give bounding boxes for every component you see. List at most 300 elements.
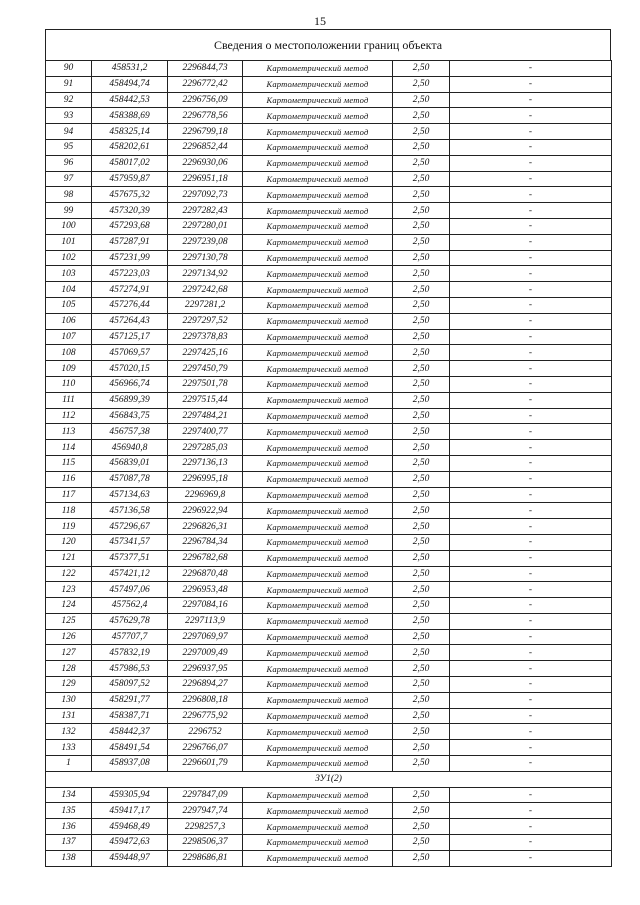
cell-x-coordinate: 458531,2 bbox=[92, 61, 168, 77]
cell-y-coordinate: 2296772,42 bbox=[168, 76, 243, 92]
cell-description: - bbox=[450, 708, 612, 724]
cell-y-coordinate: 2296844,73 bbox=[168, 61, 243, 77]
cell-x-coordinate: 458017,02 bbox=[92, 155, 168, 171]
cell-point-number: 99 bbox=[46, 203, 92, 219]
cell-accuracy: 2,50 bbox=[393, 203, 450, 219]
cell-point-number: 102 bbox=[46, 250, 92, 266]
cell-method: Картометрический метод bbox=[243, 850, 393, 866]
cell-y-coordinate: 2297134,92 bbox=[168, 266, 243, 282]
cell-x-coordinate: 457562,4 bbox=[92, 598, 168, 614]
table-title bbox=[45, 29, 611, 60]
cell-y-coordinate: 2297285,03 bbox=[168, 440, 243, 456]
table-row bbox=[46, 787, 612, 803]
cell-point-number: 116 bbox=[46, 471, 92, 487]
cell-description: - bbox=[450, 835, 612, 851]
cell-method: Картометрический метод bbox=[243, 203, 393, 219]
cell-y-coordinate: 2297515,44 bbox=[168, 392, 243, 408]
cell-description: - bbox=[450, 598, 612, 614]
cell-accuracy: 2,50 bbox=[393, 850, 450, 866]
cell-x-coordinate: 459468,49 bbox=[92, 819, 168, 835]
cell-point-number: 124 bbox=[46, 598, 92, 614]
table-row bbox=[46, 661, 612, 677]
cell-point-number: 137 bbox=[46, 835, 92, 851]
cell-description: - bbox=[450, 519, 612, 535]
cell-method: Картометрический метод bbox=[243, 503, 393, 519]
cell-method: Картометрический метод bbox=[243, 282, 393, 298]
cell-point-number: 112 bbox=[46, 408, 92, 424]
cell-x-coordinate: 459305,94 bbox=[92, 787, 168, 803]
cell-accuracy: 2,50 bbox=[393, 519, 450, 535]
cell-point-number: 113 bbox=[46, 424, 92, 440]
table-row bbox=[46, 803, 612, 819]
cell-point-number: 121 bbox=[46, 550, 92, 566]
cell-x-coordinate: 458494,74 bbox=[92, 76, 168, 92]
cell-y-coordinate: 2296778,56 bbox=[168, 108, 243, 124]
cell-point-number: 123 bbox=[46, 582, 92, 598]
cell-point-number: 103 bbox=[46, 266, 92, 282]
table-row bbox=[46, 598, 612, 614]
cell-accuracy: 2,50 bbox=[393, 756, 450, 772]
cell-method: Картометрический метод bbox=[243, 519, 393, 535]
table-row bbox=[46, 108, 612, 124]
table-row bbox=[46, 408, 612, 424]
cell-accuracy: 2,50 bbox=[393, 550, 450, 566]
cell-method: Картометрический метод bbox=[243, 92, 393, 108]
cell-description: - bbox=[450, 487, 612, 503]
cell-x-coordinate: 457276,44 bbox=[92, 297, 168, 313]
cell-accuracy: 2,50 bbox=[393, 471, 450, 487]
coordinates-table bbox=[45, 60, 612, 867]
table-row bbox=[46, 455, 612, 471]
cell-method: Картометрический метод bbox=[243, 661, 393, 677]
cell-point-number: 91 bbox=[46, 76, 92, 92]
cell-x-coordinate: 459448,97 bbox=[92, 850, 168, 866]
cell-accuracy: 2,50 bbox=[393, 313, 450, 329]
cell-y-coordinate: 2297239,08 bbox=[168, 234, 243, 250]
cell-point-number: 117 bbox=[46, 487, 92, 503]
cell-point-number: 133 bbox=[46, 740, 92, 756]
cell-method: Картометрический метод bbox=[243, 471, 393, 487]
cell-description: - bbox=[450, 613, 612, 629]
cell-x-coordinate: 456757,38 bbox=[92, 424, 168, 440]
table-row bbox=[46, 139, 612, 155]
cell-method: Картометрический метод bbox=[243, 645, 393, 661]
cell-description: - bbox=[450, 756, 612, 772]
cell-accuracy: 2,50 bbox=[393, 297, 450, 313]
table-row bbox=[46, 471, 612, 487]
cell-description: - bbox=[450, 455, 612, 471]
cell-y-coordinate: 2296775,92 bbox=[168, 708, 243, 724]
cell-point-number: 104 bbox=[46, 282, 92, 298]
section-label: ЗУ1(2) bbox=[46, 771, 612, 787]
cell-description: - bbox=[450, 787, 612, 803]
cell-point-number: 118 bbox=[46, 503, 92, 519]
cell-method: Картометрический метод bbox=[243, 724, 393, 740]
cell-accuracy: 2,50 bbox=[393, 329, 450, 345]
table-row bbox=[46, 171, 612, 187]
cell-point-number: 125 bbox=[46, 613, 92, 629]
cell-description: - bbox=[450, 471, 612, 487]
cell-method: Картометрический метод bbox=[243, 155, 393, 171]
cell-accuracy: 2,50 bbox=[393, 424, 450, 440]
table-row bbox=[46, 203, 612, 219]
cell-accuracy: 2,50 bbox=[393, 787, 450, 803]
cell-method: Картометрический метод bbox=[243, 819, 393, 835]
cell-accuracy: 2,50 bbox=[393, 408, 450, 424]
table-row bbox=[46, 313, 612, 329]
cell-x-coordinate: 458491,54 bbox=[92, 740, 168, 756]
cell-x-coordinate: 457986,53 bbox=[92, 661, 168, 677]
cell-x-coordinate: 456839,01 bbox=[92, 455, 168, 471]
cell-method: Картометрический метод bbox=[243, 613, 393, 629]
cell-y-coordinate: 2297084,16 bbox=[168, 598, 243, 614]
cell-method: Картометрический метод bbox=[243, 171, 393, 187]
cell-method: Картометрический метод bbox=[243, 345, 393, 361]
boundary-table bbox=[45, 29, 611, 867]
cell-method: Картометрический метод bbox=[243, 266, 393, 282]
cell-y-coordinate: 2298686,81 bbox=[168, 850, 243, 866]
cell-description: - bbox=[450, 440, 612, 456]
cell-accuracy: 2,50 bbox=[393, 724, 450, 740]
table-row bbox=[46, 392, 612, 408]
cell-x-coordinate: 457020,15 bbox=[92, 361, 168, 377]
cell-y-coordinate: 2297947,74 bbox=[168, 803, 243, 819]
cell-x-coordinate: 456899,39 bbox=[92, 392, 168, 408]
table-row bbox=[46, 756, 612, 772]
cell-accuracy: 2,50 bbox=[393, 819, 450, 835]
cell-accuracy: 2,50 bbox=[393, 155, 450, 171]
cell-y-coordinate: 2297280,01 bbox=[168, 218, 243, 234]
cell-description: - bbox=[450, 376, 612, 392]
cell-point-number: 92 bbox=[46, 92, 92, 108]
table-row bbox=[46, 345, 612, 361]
cell-x-coordinate: 457274,91 bbox=[92, 282, 168, 298]
cell-description: - bbox=[450, 266, 612, 282]
cell-x-coordinate: 457629,78 bbox=[92, 613, 168, 629]
cell-point-number: 109 bbox=[46, 361, 92, 377]
cell-method: Картометрический метод bbox=[243, 487, 393, 503]
cell-y-coordinate: 2297281,2 bbox=[168, 297, 243, 313]
table-row bbox=[46, 850, 612, 866]
cell-description: - bbox=[450, 250, 612, 266]
cell-description: - bbox=[450, 408, 612, 424]
table-row bbox=[46, 740, 612, 756]
cell-method: Картометрический метод bbox=[243, 708, 393, 724]
cell-y-coordinate: 2297282,43 bbox=[168, 203, 243, 219]
cell-x-coordinate: 457707,7 bbox=[92, 629, 168, 645]
table-row bbox=[46, 503, 612, 519]
cell-y-coordinate: 2297484,21 bbox=[168, 408, 243, 424]
cell-point-number: 119 bbox=[46, 519, 92, 535]
cell-x-coordinate: 459417,17 bbox=[92, 803, 168, 819]
cell-y-coordinate: 2296894,27 bbox=[168, 677, 243, 693]
cell-point-number: 1 bbox=[46, 756, 92, 772]
cell-accuracy: 2,50 bbox=[393, 92, 450, 108]
cell-y-coordinate: 2297378,83 bbox=[168, 329, 243, 345]
section-row bbox=[46, 771, 612, 787]
cell-point-number: 130 bbox=[46, 692, 92, 708]
cell-y-coordinate: 2297847,09 bbox=[168, 787, 243, 803]
cell-accuracy: 2,50 bbox=[393, 708, 450, 724]
cell-x-coordinate: 457341,57 bbox=[92, 534, 168, 550]
table-row bbox=[46, 61, 612, 77]
cell-point-number: 105 bbox=[46, 297, 92, 313]
cell-method: Картометрический метод bbox=[243, 234, 393, 250]
cell-description: - bbox=[450, 139, 612, 155]
cell-point-number: 94 bbox=[46, 124, 92, 140]
cell-y-coordinate: 2297113,9 bbox=[168, 613, 243, 629]
table-row bbox=[46, 550, 612, 566]
cell-point-number: 100 bbox=[46, 218, 92, 234]
cell-accuracy: 2,50 bbox=[393, 345, 450, 361]
cell-method: Картометрический метод bbox=[243, 124, 393, 140]
cell-method: Картометрический метод bbox=[243, 218, 393, 234]
cell-y-coordinate: 2296752 bbox=[168, 724, 243, 740]
cell-accuracy: 2,50 bbox=[393, 566, 450, 582]
cell-description: - bbox=[450, 345, 612, 361]
cell-method: Картометрический метод bbox=[243, 76, 393, 92]
cell-method: Картометрический метод bbox=[243, 392, 393, 408]
cell-x-coordinate: 457087,78 bbox=[92, 471, 168, 487]
cell-method: Картометрический метод bbox=[243, 756, 393, 772]
table-row bbox=[46, 155, 612, 171]
cell-accuracy: 2,50 bbox=[393, 534, 450, 550]
cell-description: - bbox=[450, 187, 612, 203]
cell-method: Картометрический метод bbox=[243, 582, 393, 598]
cell-x-coordinate: 457421,12 bbox=[92, 566, 168, 582]
cell-description: - bbox=[450, 234, 612, 250]
cell-y-coordinate: 2298257,3 bbox=[168, 819, 243, 835]
cell-accuracy: 2,50 bbox=[393, 171, 450, 187]
cell-x-coordinate: 457293,68 bbox=[92, 218, 168, 234]
cell-y-coordinate: 2296826,31 bbox=[168, 519, 243, 535]
cell-y-coordinate: 2298506,37 bbox=[168, 835, 243, 851]
cell-x-coordinate: 458097,52 bbox=[92, 677, 168, 693]
cell-method: Картометрический метод bbox=[243, 361, 393, 377]
cell-y-coordinate: 2296808,18 bbox=[168, 692, 243, 708]
cell-y-coordinate: 2297501,78 bbox=[168, 376, 243, 392]
cell-method: Картометрический метод bbox=[243, 108, 393, 124]
cell-method: Картометрический метод bbox=[243, 408, 393, 424]
table-row bbox=[46, 692, 612, 708]
cell-accuracy: 2,50 bbox=[393, 661, 450, 677]
table-row bbox=[46, 361, 612, 377]
cell-x-coordinate: 458387,71 bbox=[92, 708, 168, 724]
table-row bbox=[46, 297, 612, 313]
cell-x-coordinate: 456940,8 bbox=[92, 440, 168, 456]
cell-description: - bbox=[450, 740, 612, 756]
cell-y-coordinate: 2296601,79 bbox=[168, 756, 243, 772]
cell-y-coordinate: 2297450,79 bbox=[168, 361, 243, 377]
cell-x-coordinate: 458291,77 bbox=[92, 692, 168, 708]
cell-description: - bbox=[450, 76, 612, 92]
cell-point-number: 114 bbox=[46, 440, 92, 456]
cell-y-coordinate: 2296782,68 bbox=[168, 550, 243, 566]
table-row bbox=[46, 124, 612, 140]
cell-description: - bbox=[450, 566, 612, 582]
cell-x-coordinate: 457069,57 bbox=[92, 345, 168, 361]
cell-method: Картометрический метод bbox=[243, 692, 393, 708]
cell-x-coordinate: 457223,03 bbox=[92, 266, 168, 282]
table-row bbox=[46, 613, 612, 629]
cell-method: Картометрический метод bbox=[243, 677, 393, 693]
cell-x-coordinate: 458442,37 bbox=[92, 724, 168, 740]
cell-point-number: 93 bbox=[46, 108, 92, 124]
cell-point-number: 136 bbox=[46, 819, 92, 835]
cell-method: Картометрический метод bbox=[243, 455, 393, 471]
cell-method: Картометрический метод bbox=[243, 297, 393, 313]
table-row bbox=[46, 329, 612, 345]
cell-x-coordinate: 457377,51 bbox=[92, 550, 168, 566]
cell-y-coordinate: 2296969,8 bbox=[168, 487, 243, 503]
cell-accuracy: 2,50 bbox=[393, 234, 450, 250]
cell-x-coordinate: 456843,75 bbox=[92, 408, 168, 424]
cell-y-coordinate: 2296852,44 bbox=[168, 139, 243, 155]
cell-y-coordinate: 2296756,09 bbox=[168, 92, 243, 108]
cell-description: - bbox=[450, 677, 612, 693]
cell-point-number: 90 bbox=[46, 61, 92, 77]
cell-method: Картометрический метод bbox=[243, 250, 393, 266]
cell-x-coordinate: 458937,08 bbox=[92, 756, 168, 772]
table-row bbox=[46, 519, 612, 535]
cell-description: - bbox=[450, 819, 612, 835]
cell-accuracy: 2,50 bbox=[393, 376, 450, 392]
cell-point-number: 131 bbox=[46, 708, 92, 724]
cell-x-coordinate: 458442,53 bbox=[92, 92, 168, 108]
cell-y-coordinate: 2296799,18 bbox=[168, 124, 243, 140]
cell-description: - bbox=[450, 424, 612, 440]
cell-point-number: 95 bbox=[46, 139, 92, 155]
cell-point-number: 107 bbox=[46, 329, 92, 345]
cell-y-coordinate: 2297400,77 bbox=[168, 424, 243, 440]
cell-description: - bbox=[450, 661, 612, 677]
cell-y-coordinate: 2296937,95 bbox=[168, 661, 243, 677]
cell-y-coordinate: 2297136,13 bbox=[168, 455, 243, 471]
table-row bbox=[46, 534, 612, 550]
cell-method: Картометрический метод bbox=[243, 313, 393, 329]
cell-method: Картометрический метод bbox=[243, 376, 393, 392]
cell-point-number: 134 bbox=[46, 787, 92, 803]
cell-y-coordinate: 2297297,52 bbox=[168, 313, 243, 329]
cell-method: Картометрический метод bbox=[243, 187, 393, 203]
cell-y-coordinate: 2296953,48 bbox=[168, 582, 243, 598]
cell-y-coordinate: 2297242,68 bbox=[168, 282, 243, 298]
cell-y-coordinate: 2296922,94 bbox=[168, 503, 243, 519]
table-row bbox=[46, 645, 612, 661]
cell-description: - bbox=[450, 171, 612, 187]
cell-x-coordinate: 456966,74 bbox=[92, 376, 168, 392]
cell-accuracy: 2,50 bbox=[393, 598, 450, 614]
cell-y-coordinate: 2296995,18 bbox=[168, 471, 243, 487]
cell-x-coordinate: 458388,69 bbox=[92, 108, 168, 124]
table-row bbox=[46, 835, 612, 851]
cell-description: - bbox=[450, 645, 612, 661]
cell-description: - bbox=[450, 218, 612, 234]
cell-accuracy: 2,50 bbox=[393, 692, 450, 708]
cell-point-number: 108 bbox=[46, 345, 92, 361]
cell-point-number: 122 bbox=[46, 566, 92, 582]
cell-x-coordinate: 457287,91 bbox=[92, 234, 168, 250]
cell-accuracy: 2,50 bbox=[393, 455, 450, 471]
cell-point-number: 101 bbox=[46, 234, 92, 250]
table-row bbox=[46, 266, 612, 282]
cell-method: Картометрический метод bbox=[243, 835, 393, 851]
cell-method: Картометрический метод bbox=[243, 740, 393, 756]
cell-x-coordinate: 457675,32 bbox=[92, 187, 168, 203]
cell-description: - bbox=[450, 124, 612, 140]
cell-y-coordinate: 2296951,18 bbox=[168, 171, 243, 187]
cell-x-coordinate: 457497,06 bbox=[92, 582, 168, 598]
cell-x-coordinate: 457134,63 bbox=[92, 487, 168, 503]
cell-description: - bbox=[450, 203, 612, 219]
cell-point-number: 115 bbox=[46, 455, 92, 471]
table-row bbox=[46, 487, 612, 503]
cell-point-number: 138 bbox=[46, 850, 92, 866]
cell-description: - bbox=[450, 803, 612, 819]
cell-point-number: 128 bbox=[46, 661, 92, 677]
cell-description: - bbox=[450, 313, 612, 329]
cell-point-number: 127 bbox=[46, 645, 92, 661]
cell-method: Картометрический метод bbox=[243, 566, 393, 582]
cell-y-coordinate: 2296766,07 bbox=[168, 740, 243, 756]
cell-accuracy: 2,50 bbox=[393, 740, 450, 756]
cell-method: Картометрический метод bbox=[243, 787, 393, 803]
cell-description: - bbox=[450, 629, 612, 645]
table-row bbox=[46, 282, 612, 298]
cell-accuracy: 2,50 bbox=[393, 803, 450, 819]
table-row bbox=[46, 76, 612, 92]
cell-y-coordinate: 2297130,78 bbox=[168, 250, 243, 266]
cell-method: Картометрический метод bbox=[243, 424, 393, 440]
cell-method: Картометрический метод bbox=[243, 534, 393, 550]
cell-accuracy: 2,50 bbox=[393, 440, 450, 456]
cell-accuracy: 2,50 bbox=[393, 108, 450, 124]
cell-accuracy: 2,50 bbox=[393, 218, 450, 234]
cell-description: - bbox=[450, 582, 612, 598]
table-row bbox=[46, 566, 612, 582]
cell-x-coordinate: 459472,63 bbox=[92, 835, 168, 851]
table-row bbox=[46, 424, 612, 440]
table-body bbox=[46, 61, 612, 867]
cell-y-coordinate: 2297009,49 bbox=[168, 645, 243, 661]
table-row bbox=[46, 582, 612, 598]
cell-point-number: 111 bbox=[46, 392, 92, 408]
page-number: 15 bbox=[314, 14, 326, 28]
cell-accuracy: 2,50 bbox=[393, 139, 450, 155]
cell-accuracy: 2,50 bbox=[393, 61, 450, 77]
cell-description: - bbox=[450, 61, 612, 77]
cell-accuracy: 2,50 bbox=[393, 582, 450, 598]
cell-accuracy: 2,50 bbox=[393, 629, 450, 645]
cell-y-coordinate: 2297425,16 bbox=[168, 345, 243, 361]
cell-point-number: 135 bbox=[46, 803, 92, 819]
table-row bbox=[46, 376, 612, 392]
cell-accuracy: 2,50 bbox=[393, 124, 450, 140]
cell-x-coordinate: 457125,17 bbox=[92, 329, 168, 345]
cell-accuracy: 2,50 bbox=[393, 503, 450, 519]
cell-point-number: 98 bbox=[46, 187, 92, 203]
cell-point-number: 132 bbox=[46, 724, 92, 740]
cell-description: - bbox=[450, 724, 612, 740]
table-row bbox=[46, 708, 612, 724]
cell-description: - bbox=[450, 392, 612, 408]
cell-point-number: 126 bbox=[46, 629, 92, 645]
cell-description: - bbox=[450, 108, 612, 124]
cell-point-number: 106 bbox=[46, 313, 92, 329]
cell-description: - bbox=[450, 550, 612, 566]
cell-method: Картометрический метод bbox=[243, 139, 393, 155]
table-row bbox=[46, 440, 612, 456]
